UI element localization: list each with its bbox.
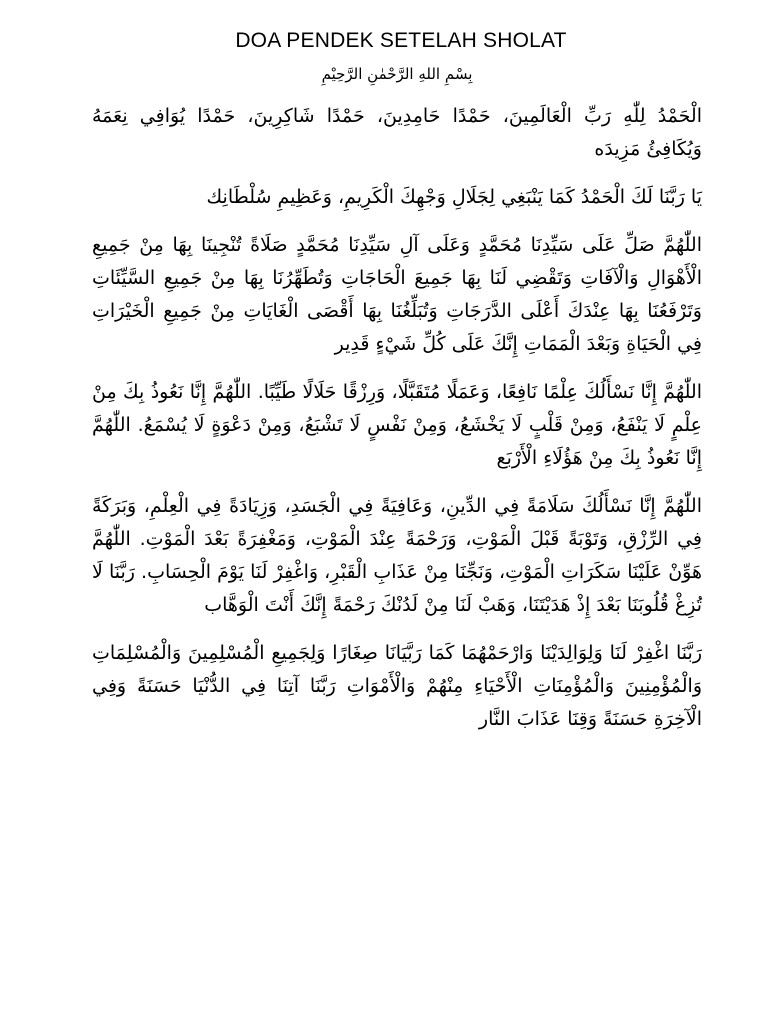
prayer-paragraph-4: اللّٰهُمَّ إِنَّا نَسْأَلُكَ عِلْمًا نَافِعًا، وَعَمَلًا مُتَقَبَّلًا، وَرِزْقًا حَلَالًا طَيِّبًا. اللّٰهُمَّ إِنَّا نَعُوذُ بِكَ مِنْ عِلْمٍ لَا يَنْفَعُ، وَمِنْ قَلْبٍ لَا يَخْشَعُ، وَمِنْ نَفْسٍ لَا تَشْبَعُ، وَمِنْ دَعْوَةٍ لَا يُسْمَعُ. اللّٰهُمَّ إِنَّا نَعُوذُ بِكَ مِنْ هَؤُلَاءِ الْأَرْبَع (92, 381, 702, 469)
prayer-paragraph-1: الْحَمْدُ لِلّٰهِ رَبِّ الْعَالَمِينَ، حَمْدًا حَامِدِينَ، حَمْدًا شَاكِرِينَ، حَمْدًا يُوَافِي نِعَمَهُ وَيُكَافِئُ مَزِيدَه (92, 105, 702, 160)
prayer-paragraph-2: يَا رَبَّنَا لَكَ الْحَمْدُ كَمَا يَنْبَغِي لِجَلَالِ وَجْهِكَ الْكَرِيمِ، وَعَظِيمِ سُلْطَانِك (206, 186, 702, 208)
basmala: بِسْمِ اللهِ الرَّحْمٰنِ الرَّحِيْمِ (321, 65, 473, 83)
prayer-paragraph-3: اللّٰهُمَّ صَلِّ عَلَى سَيِّدِنَا مُحَمَّدٍ وَعَلَى آلِ سَيِّدِنَا مُحَمَّدٍ صَلَاةً تُنْجِينَا بِهَا مِنْ جَمِيعِ الْأَهْوَالِ وَالْآفَاتِ وَتَقْضِي لَنَا بِهَا جَمِيعَ الْحَاجَاتِ وَتُطَهِّرُنَا بِهَا مِنْ جَمِيعِ السَّيِّئَاتِ وَتَرْفَعُنَا بِهَا عِنْدَكَ أَعْلَى الدَّرَجَاتِ وَتُبَلِّغُنَا بِهَا أَقْصَى الْغَايَاتِ مِنْ جَمِيعِ الْخَيْرَاتِ فِي الْحَيَاةِ وَبَعْدَ الْمَمَاتِ إِنَّكَ عَلَى كُلِّ شَيْءٍ قَدِير (92, 234, 702, 355)
prayer-paragraph-5: اللّٰهُمَّ إِنَّا نَسْأَلُكَ سَلَامَةً فِي الدِّينِ، وَعَافِيَةً فِي الْجَسَدِ، وَزِيَادَةً فِي الْعِلْمِ، وَبَرَكَةً فِي الرِّزْقِ، وَتَوْبَةً قَبْلَ الْمَوْتِ، وَرَحْمَةً عِنْدَ الْمَوْتِ، وَمَغْفِرَةً بَعْدَ الْمَوْتِ. اللّٰهُمَّ هَوِّنْ عَلَيْنَا سَكَرَاتِ الْمَوْتِ، وَنَجِّنَا مِنْ عَذَابِ الْقَبْرِ، وَاغْفِرْ لَنَا يَوْمَ الْحِسَابِ. رَبَّنَا لَا تُزِغْ قُلُوبَنَا بَعْدَ إِذْ هَدَيْتَنَا، وَهَبْ لَنَا مِنْ لَدُنْكَ رَحْمَةً إِنَّكَ أَنْتَ الْوَهَّاب (92, 495, 702, 616)
prayer-paragraph-6: رَبَّنَا اغْفِرْ لَنَا وَلِوَالِدَيْنَا وَارْحَمْهُمَا كَمَا رَبَّيَانَا صِغَارًا وَلِجَمِيعِ الْمُسْلِمِينَ وَالْمُسْلِمَاتِ وَالْمُؤْمِنِينَ وَالْمُؤْمِنَاتِ الْأَحْيَاءِ مِنْهُمْ وَالْأَمْوَاتِ رَبَّنَا آتِنَا فِي الدُّنْيَا حَسَنَةً وَفِي الْآخِرَةِ حَسَنَةً وَقِنَا عَذَابَ النَّار (92, 642, 702, 730)
document-title: DOA PENDEK SETELAH SHOLAT (235, 29, 567, 52)
